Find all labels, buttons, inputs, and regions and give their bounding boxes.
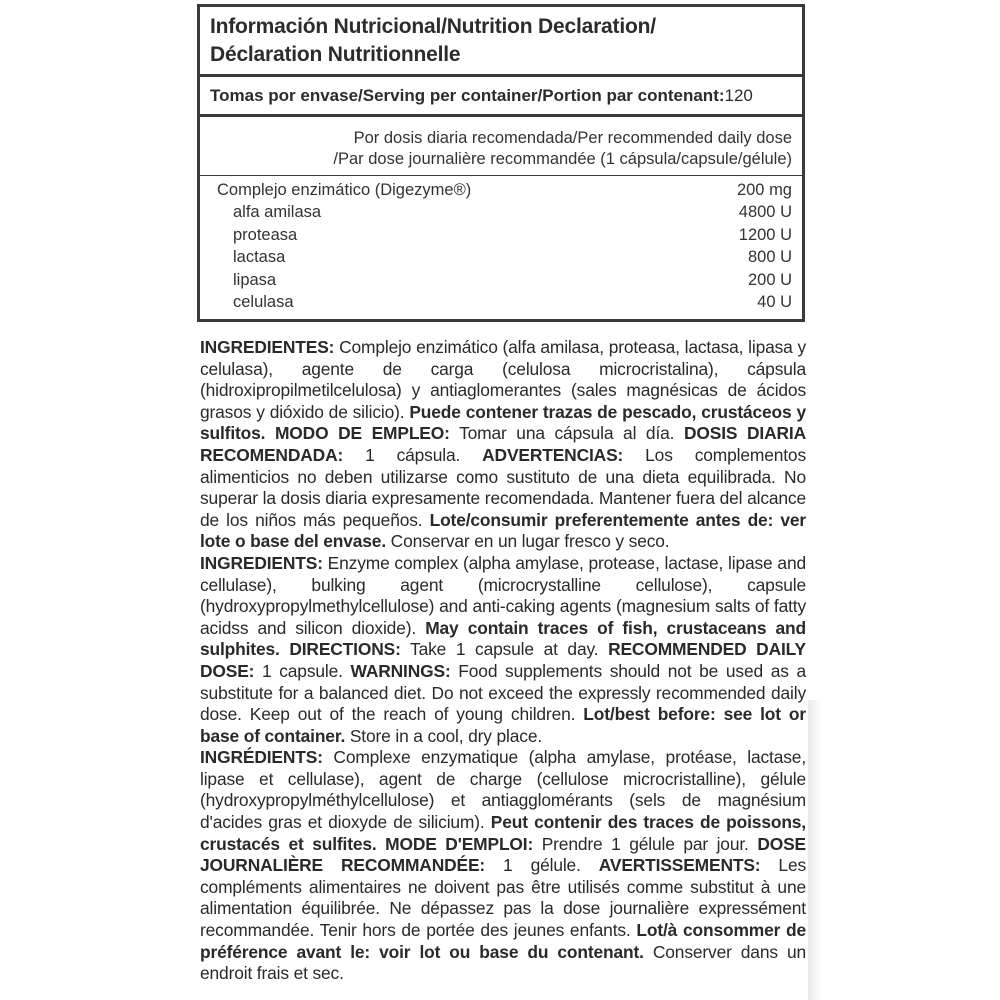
nutrient-row <box>200 179 802 201</box>
nutrient-row <box>200 201 802 223</box>
text-span: WARNINGS: <box>350 660 451 681</box>
nutrient-value: 40 U <box>757 292 792 311</box>
paragraph-french <box>200 747 806 985</box>
text-span: Lote/consumir preferentemente antes de: ver lote o base del envase. <box>200 509 807 552</box>
text-span: DOSIS DIARIA RECOMENDADA: <box>200 423 806 465</box>
text-span: Les compléments alimentaires ne doivent pas être utilisés comme substitut à une alimentation équilibrée. Ne dépassez pas la dose journalière expressément recommandée. Tenir hors de portée des jeunes enfants. <box>200 855 807 941</box>
divider-thin <box>200 175 802 176</box>
nutrient-name: alfa amilasa <box>233 203 322 222</box>
text-span: DOSE JOURNALIÈRE RECOMMANDÉE: <box>200 833 806 876</box>
text-span: May contain traces of fish, crustaceans and sulphites. DIRECTIONS: <box>200 617 806 660</box>
nutrition-panel <box>197 4 805 322</box>
nutrient-row <box>200 246 802 268</box>
nutrient-name: Complejo enzimático (Digezyme®) <box>217 181 472 199</box>
text-span: Take 1 capsule at day. <box>400 639 609 660</box>
per-dose-header <box>333 128 792 170</box>
text-span: 1 capsule. <box>254 660 351 681</box>
text-span: Puede contener trazas de pescado, crustáceos y sulfitos. MODO DE EMPLEO: <box>200 401 806 444</box>
per-dose-line-2: /Par dose journalière recommandée (1 cápsula/capsule/gélule) <box>333 150 792 168</box>
label-edge-shadow <box>808 700 822 1000</box>
text-span: Tomar una cápsula al día. <box>449 423 684 444</box>
nutrient-value: 800 U <box>747 248 792 267</box>
divider-thick <box>200 114 802 117</box>
text-span: Lot/à consommer de préférence avant le: voir lot ou base du contenant. <box>200 920 806 962</box>
panel-title-line-2: Déclaration Nutritionnelle <box>210 43 461 66</box>
nutrient-name: lactasa <box>233 248 286 267</box>
text-span: INGREDIENTS: <box>200 552 323 573</box>
nutrient-name: lipasa <box>233 270 277 289</box>
panel-title <box>210 13 790 69</box>
text-span: AVERTISSEMENTS: <box>598 855 761 876</box>
nutrient-row <box>200 224 802 246</box>
label-body-text <box>200 337 806 985</box>
text-span: 1 gélule. <box>485 855 599 876</box>
nutrient-value: 4800 U <box>738 203 792 222</box>
nutrient-row <box>200 291 802 313</box>
nutrient-value: 200 U <box>747 270 792 289</box>
servings-label: Tomas por envase/Serving per container/Portion par contenant: <box>210 86 725 105</box>
text-span: Complejo enzimático (alfa amilasa, proteasa, lactasa, lipasa y celulasa), agente de carga (celulosa microcristalina), cápsula (hidroxipropilmetilcelulosa) y antiaglomerantes (sales magnésicas de ácidos grasos y dióxido de silicio). <box>200 337 806 422</box>
text-span: Complexe enzymatique (alpha amylase, protéase, lactase, lipase et cellulase), agent de charge (cellulose microcristalline), gélule (hydroxypropylméthylcellulose) et antiagglomérants (sels de magnésium d'acides gras et dioxyde de silicium). <box>200 747 806 833</box>
text-span: 1 cápsula. <box>343 444 483 465</box>
nutrient-value: 200 mg <box>736 181 792 199</box>
text-span: INGREDIENTES: <box>200 337 335 357</box>
paragraph-english <box>200 553 806 747</box>
nutrient-value: 1200 U <box>738 225 792 244</box>
text-span: Conservar en un lugar fresco y seco. <box>386 531 670 552</box>
divider-thick <box>200 74 802 77</box>
text-span: Peut contenir des traces de poissons, crustacés et sulfites. MODE D'EMPLOI: <box>200 812 806 854</box>
nutrient-name: proteasa <box>233 225 298 244</box>
servings-per-container <box>210 85 753 107</box>
nutrient-rows <box>200 179 802 313</box>
panel-title-line-1: Información Nutricional/Nutrition Declaration/ <box>210 15 656 38</box>
text-span: Conserver dans un endroit frais et sec. <box>200 941 806 984</box>
text-span: Lot/best before: see lot or base of container. <box>200 704 806 746</box>
text-span: INGRÉDIENTS: <box>200 747 323 768</box>
paragraph-spanish <box>200 337 806 553</box>
text-span: Store in a cool, dry place. <box>345 725 543 746</box>
servings-value: 120 <box>724 86 753 105</box>
text-span: ADVERTENCIAS: <box>482 444 624 465</box>
per-dose-line-1: Por dosis diaria recomendada/Per recommended daily dose <box>353 129 792 147</box>
text-span: Prendre 1 gélule par jour. <box>533 833 758 854</box>
text-span: Los complementos alimenticios no deben utilizarse como sustituto de una dieta equilibrada. No superar la dosis diaria expresamente recomendada. Mantener fuera del alcance de los niños más pequeños. <box>200 444 806 530</box>
nutrient-name: celulasa <box>233 292 294 311</box>
text-span: Enzyme complex (alpha amylase, protease, lactase, lipase and cellulase), bulking agent (microcrystalline cellulose), capsule (hydroxypropylmethylcellulose) and anti-caking agents (magnesium salts of fatty acidss and silicon dioxide). <box>200 552 806 638</box>
text-span: Food supplements should not be used as a substitute for a balanced diet. Do not exceed the expressly recommended daily dose. Keep out of the reach of young children. <box>200 660 806 725</box>
text-span: RECOMMENDED DAILY DOSE: <box>200 639 806 681</box>
nutrient-row <box>200 269 802 291</box>
